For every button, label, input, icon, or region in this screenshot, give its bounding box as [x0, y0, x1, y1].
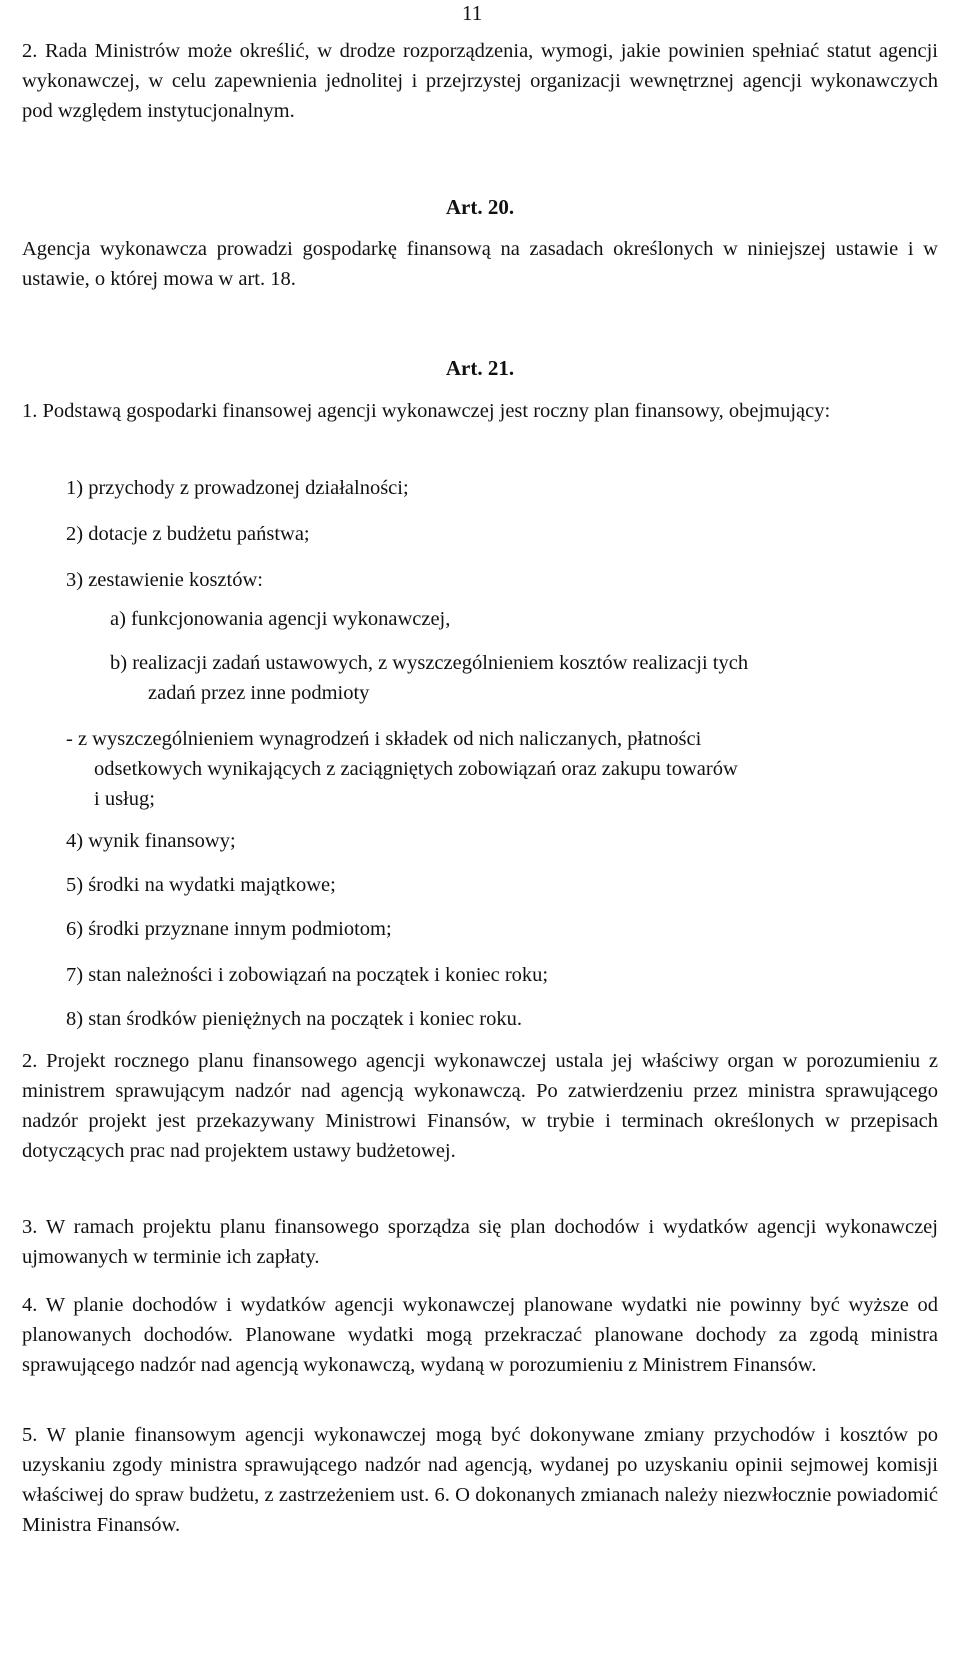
paragraph-text: Projekt rocznego planu finansowego agencji wykonawczej ustala jej właściwy organ w porozumieniu z ministrem sprawującym nadzór nad agencją wykonawczą. Po zatwierdzeniu przez ministra sprawującego nadzór projekt jest przekazywany Ministrowi Finansów, w trybie i terminach określonych w przepisach dotyczących prac nad projektem ustawy budżetowej.: [22, 1050, 939, 1162]
paragraph-number: 2.: [22, 40, 38, 62]
paragraph-2-statute: [22, 36, 938, 126]
list-item-8: 8) stan środków pieniężnych na początek i koniec roku.: [66, 1008, 522, 1030]
dash-clause-line-1: - z wyszczególnieniem wynagrodzeń i składek od nich naliczanych, płatności: [66, 728, 702, 750]
paragraph-number: 2.: [22, 1050, 38, 1072]
list-item-2: 2) dotacje z budżetu państwa;: [66, 523, 310, 545]
list-item-3: 3) zestawienie kosztów:: [66, 569, 263, 591]
article-21-paragraph-3: [22, 1212, 938, 1272]
paragraph-text: Rada Ministrów może określić, w drodze rozporządzenia, wymogi, jakie powinien spełniać statut agencji wykonawczej, w celu zapewnienia jednolitej i przejrzystej organizacji wewnętrznej agencji wykonawczych pod względem instytucjonalnym.: [22, 40, 939, 122]
list-item-4: 4) wynik finansowy;: [66, 830, 236, 852]
paragraph-text: W planie finansowym agencji wykonawczej mogą być dokonywane zmiany przychodów i kosztów po uzyskaniu zgody ministra sprawującego nadzór nad agencją, wydanej po uzyskaniu opinii sejmowej komisji właściwej do spraw budżetu, z zastrzeżeniem ust. 6. O dokonanych zmianach należy niezwłocznie powiadomić Ministra Finansów.: [22, 1424, 938, 1536]
article-21-paragraph-2: [22, 1046, 938, 1166]
paragraph-number: 3.: [22, 1216, 38, 1238]
article-21-paragraph-5: [22, 1420, 938, 1540]
dash-clause-line-3: i usług;: [94, 788, 155, 810]
paragraph-number: 4.: [22, 1294, 38, 1316]
page-number: 11: [462, 1, 483, 25]
article-21-heading: Art. 21.: [445, 356, 515, 380]
sub-item-b-line-2: zadań przez inne podmioty: [148, 682, 370, 704]
list-item-7: 7) stan należności i zobowiązań na początek i koniec roku;: [66, 964, 549, 986]
list-item-6: 6) środki przyznane innym podmiotom;: [66, 918, 392, 940]
dash-clause-line-2: odsetkowych wynikających z zaciągniętych zobowiązań oraz zakupu towarów: [94, 758, 738, 780]
paragraph-text: W ramach projektu planu finansowego sporządza się plan dochodów i wydatków agencji wykonawczej ujmowanych w terminie ich zapłaty.: [22, 1216, 938, 1268]
article-21-paragraph-4: [22, 1290, 938, 1380]
sub-item-b-line-1: b) realizacji zadań ustawowych, z wyszczególnieniem kosztów realizacji tych: [110, 652, 749, 674]
dash-clause: [66, 724, 938, 814]
list-item-1: 1) przychody z prowadzonej działalności;: [66, 477, 409, 499]
paragraph-text: Podstawą gospodarki finansowej agencji wykonawczej jest roczny plan finansowy, obejmujący:: [42, 400, 831, 422]
article-20-text: Agencja wykonawcza prowadzi gospodarkę finansową na zasadach określonych w niniejszej ustawie i w ustawie, o której mowa w art. 18.: [22, 238, 938, 290]
sub-item-a: a) funkcjonowania agencji wykonawczej,: [110, 608, 451, 630]
paragraph-text: W planie dochodów i wydatków agencji wykonawczej planowane wydatki nie powinny być wyższe od planowanych dochodów. Planowane wydatki mogą przekraczać planowane dochody za zgodą ministra sprawującego nadzór nad agencją wykonawczą, wydaną w porozumieniu z Ministrem Finansów.: [22, 1294, 938, 1376]
sub-item-b: [110, 648, 940, 708]
article-21-paragraph-1: [22, 396, 938, 426]
list-item-5: 5) środki na wydatki majątkowe;: [66, 874, 336, 896]
paragraph-number: 5.: [22, 1424, 38, 1446]
article-20-heading: Art. 20.: [445, 195, 515, 219]
paragraph-number: 1.: [22, 400, 38, 422]
